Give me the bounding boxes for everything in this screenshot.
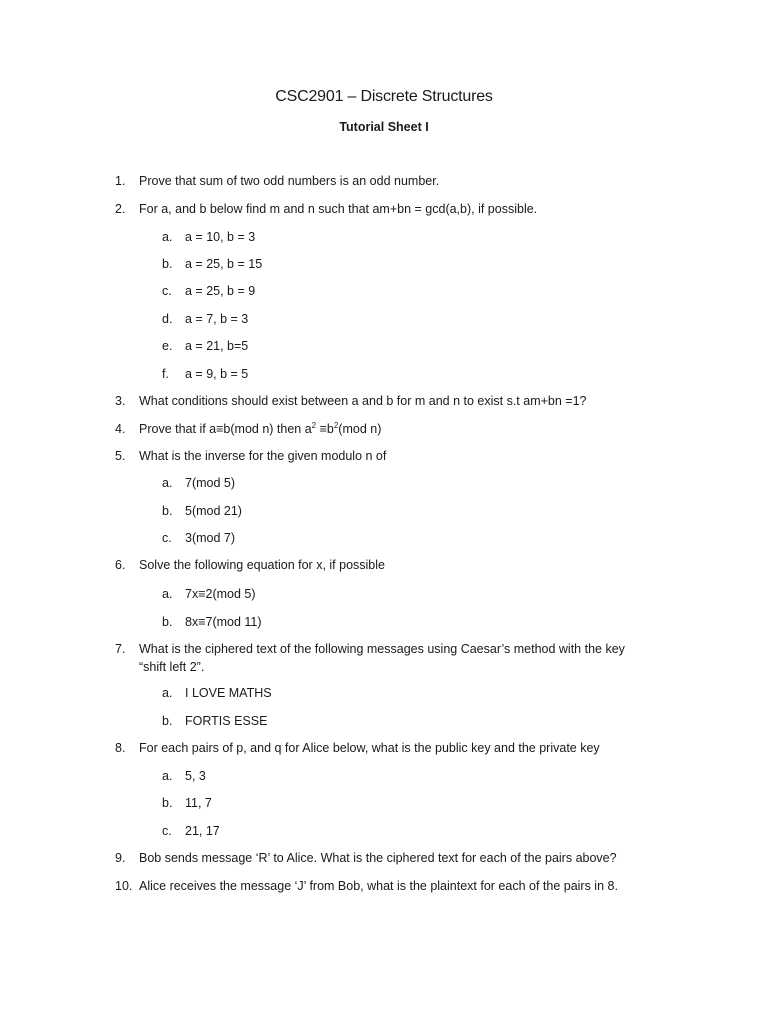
question-text: What conditions should exist between a and b for m and n to exist s.t am+bn =1?: [139, 394, 587, 408]
sub-item-text: 3(mod 7): [185, 531, 236, 545]
sub-item-text: 11, 7: [185, 796, 212, 810]
question-number: 1.: [115, 174, 126, 188]
sub-item-text: 7x≡2(mod 5): [185, 587, 256, 601]
sub-item-number: c.: [162, 531, 172, 545]
question-text: Bob sends message ‘R’ to Alice. What is the ciphered text for each of the pairs above?: [139, 851, 617, 865]
sub-item-number: b.: [162, 257, 173, 271]
sub-item-number: a.: [162, 230, 173, 244]
sub-item-text: a = 25, b = 15: [185, 257, 263, 271]
question-number: 7.: [115, 642, 126, 656]
question-text: Solve the following equation for x, if possible: [139, 558, 385, 572]
sub-item-text: a = 9, b = 5: [185, 367, 249, 381]
question-text: Prove that sum of two odd numbers is an odd number.: [139, 174, 440, 188]
sub-item-text: 5(mod 21): [185, 504, 242, 518]
sub-item-number: a.: [162, 769, 173, 783]
sub-item-number: a.: [162, 587, 173, 601]
document-subtitle: Tutorial Sheet I: [339, 120, 429, 134]
sub-item-number: b.: [162, 504, 173, 518]
question-number: 10.: [115, 879, 133, 893]
question-number: 3.: [115, 394, 126, 408]
sub-item-number: b.: [162, 615, 173, 629]
sub-item-number: c.: [162, 824, 172, 838]
sub-item-number: c.: [162, 284, 172, 298]
question-text: For each pairs of p, and q for Alice below, what is the public key and the private key: [139, 741, 600, 755]
sub-item-text: a = 21, b=5: [185, 339, 249, 353]
sub-item-text: I LOVE MATHS: [185, 686, 272, 700]
sub-item-number: b.: [162, 714, 173, 728]
sub-item-number: b.: [162, 796, 173, 810]
question-text: For a, and b below find m and n such that am+bn = gcd(a,b), if possible.: [139, 202, 538, 216]
superscript: 2: [333, 420, 339, 430]
sub-item-number: d.: [162, 312, 173, 326]
sub-item-text: a = 7, b = 3: [185, 312, 249, 326]
sub-item-text: 8x≡7(mod 11): [185, 615, 262, 629]
sub-item-text: a = 10, b = 3: [185, 230, 256, 244]
question-text: Prove that if a≡b(mod n) then $a^2 \equiv b^2(mod$ n): [139, 420, 382, 436]
question-number: 4.: [115, 422, 126, 436]
sub-item-text: 7(mod 5): [185, 476, 236, 490]
question-number: 2.: [115, 202, 126, 216]
question-number: 9.: [115, 851, 126, 865]
question-text: What is the inverse for the given modulo n of: [139, 449, 387, 463]
question-number: 5.: [115, 449, 126, 463]
document-title: CSC2901 – Discrete Structures: [275, 88, 493, 105]
question-number: 6.: [115, 558, 126, 572]
question-text-continued: “shift left 2”.: [139, 660, 205, 674]
superscript: 2: [311, 420, 317, 430]
question-number: 8.: [115, 741, 126, 755]
question-text: What is the ciphered text of the following messages using Caesar’s method with the key: [139, 642, 625, 656]
sub-item-number: f.: [162, 367, 169, 381]
sub-item-number: a.: [162, 476, 173, 490]
sub-item-text: a = 25, b = 9: [185, 284, 256, 298]
question-text: Alice receives the message ‘J’ from Bob, what is the plaintext for each of the pairs in 8.: [139, 879, 618, 893]
sub-item-text: 5, 3: [185, 769, 206, 783]
sub-item-text: 21, 17: [185, 824, 220, 838]
sub-item-number: a.: [162, 686, 173, 700]
sub-item-number: e.: [162, 339, 173, 353]
sub-item-text: FORTIS ESSE: [185, 714, 268, 728]
